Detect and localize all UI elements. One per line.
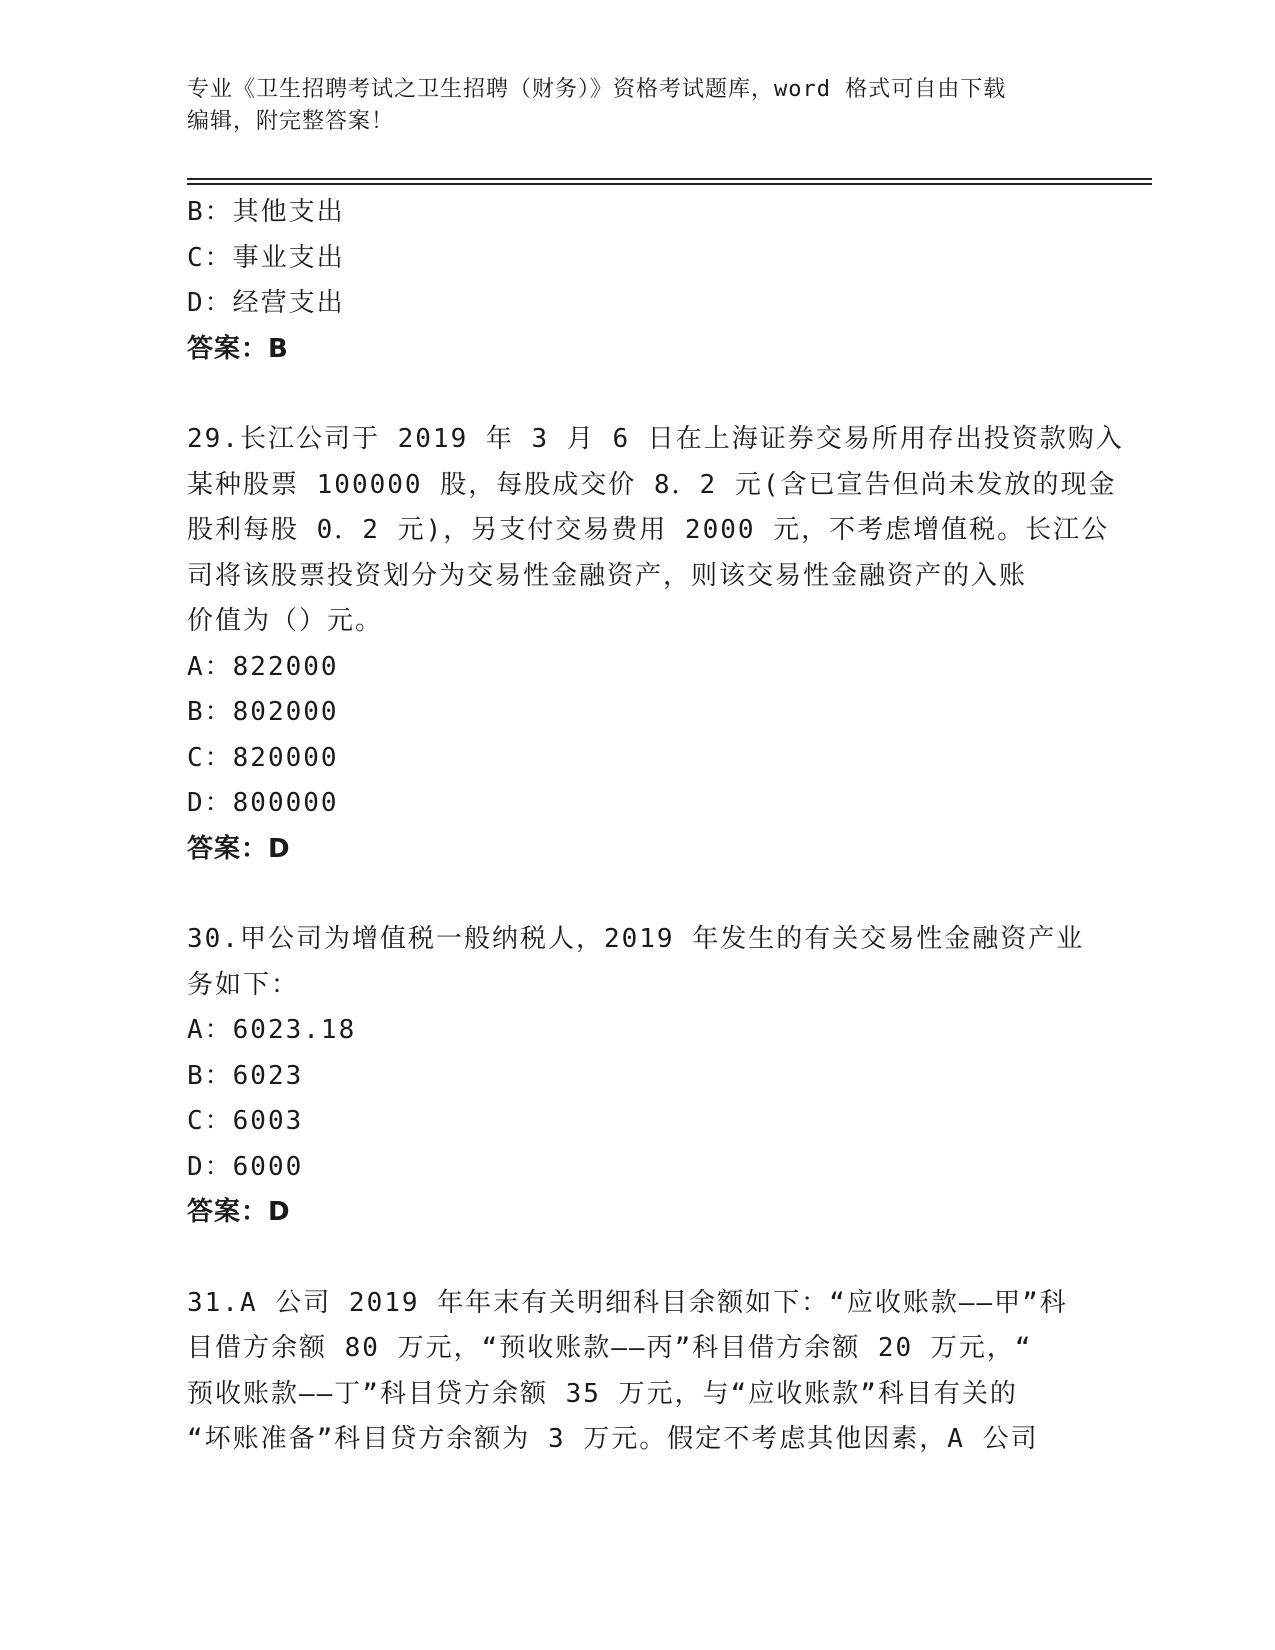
option-c: C：事业支出 (187, 242, 345, 273)
option-a: A：6023.18 (187, 1015, 357, 1045)
question-stem (187, 417, 1124, 645)
stem-line: 某种股票 100000 股，每股成交价 8．2 元(含已宣告但尚未发放的现金 (187, 469, 1117, 500)
option-b: B：其他支出 (187, 197, 345, 227)
question-list (187, 190, 1124, 1463)
answer-label: 答案：D (187, 833, 291, 864)
option-b: B：6023 (187, 1060, 304, 1091)
stem-line: 司将该股票投资划分为交易性金融资产，则该交易性金融资产的入账 (187, 560, 1028, 591)
header-line-2: 编辑，附完整答案！ (187, 109, 395, 134)
document-header (187, 74, 1067, 138)
stem-line: 目借方余额 80 万元，“预收账款——丙”科目借方余额 20 万元，“ (187, 1333, 1033, 1363)
option-b: B：802000 (187, 697, 339, 727)
answer-label: 答案：B (187, 333, 289, 364)
question-spacer (187, 1236, 1087, 1281)
question-29 (187, 417, 1124, 872)
answer-label: 答案：D (187, 1197, 291, 1227)
header-line-1: 专业《卫生招聘考试之卫生招聘（财务）》资格考试题库，word 格式可自由下载 (187, 77, 1007, 102)
option-c: C：6003 (187, 1106, 304, 1136)
question-30 (187, 917, 1087, 1236)
question-spacer (187, 372, 1087, 417)
stem-line: 务如下： (187, 969, 300, 1000)
option-c: C：820000 (187, 742, 339, 773)
stem-line: 股利每股 0．2 元)，另支付交易费用 2000 元，不考虑增值税。长江公 (187, 515, 1110, 545)
question-stem (187, 917, 1087, 1008)
question-31 (187, 1281, 1087, 1463)
question-spacer (187, 872, 1087, 917)
stem-line: 31.A 公司 2019 年年末有关明细科目余额如下：“应收账款——甲”科 (187, 1287, 1068, 1318)
option-d: D：6000 (187, 1151, 304, 1182)
question-stem (187, 1281, 1087, 1463)
stem-line: 预收账款——丁”科目贷方余额 35 万元，与“应收账款”科目有关的 (187, 1378, 1018, 1409)
header-divider-bottom (187, 183, 1152, 185)
option-d: D：经营支出 (187, 288, 345, 318)
stem-line: 价值为（）元。 (187, 606, 384, 636)
stem-line: “坏账准备”科目贷方余额为 3 万元。假定不考虑其他因素，A 公司 (187, 1424, 1039, 1454)
question-28 (187, 190, 1087, 372)
option-a: A：822000 (187, 651, 339, 682)
option-d: D：800000 (187, 788, 339, 818)
stem-line: 29.长江公司于 2019 年 3 月 6 日在上海证券交易所用存出投资款购入 (187, 424, 1124, 454)
stem-line: 30.甲公司为增值税一般纳税人，2019 年发生的有关交易性金融资产业 (187, 924, 1085, 954)
header-divider-top (187, 178, 1152, 180)
